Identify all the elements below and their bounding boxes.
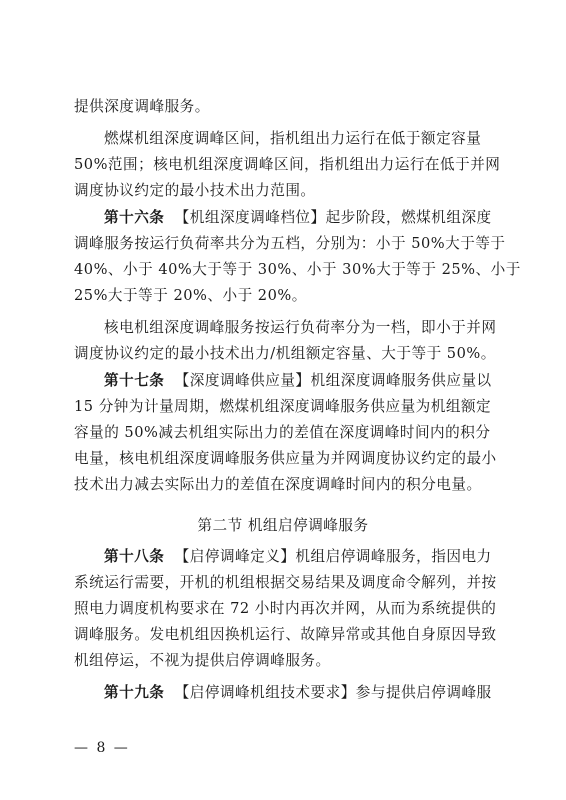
article-16-line: 第十六条 【机组深度调峰档位】起步阶段，燃煤机组深度 xyxy=(104,209,492,226)
article-17-line: 第十七条 【深度调峰供应量】机组深度调峰服务供应量以 xyxy=(104,372,492,389)
paragraph-line: 15 分钟为计量周期，燃煤机组深度调峰服务供应量为机组额定 xyxy=(74,398,492,415)
paragraph-line: 调度协议约定的最小技术出力/机组额定容量、大于等于 50%。 xyxy=(74,345,496,362)
paragraph-line: 机组停运，不视为提供启停调峰服务。 xyxy=(74,652,331,669)
paragraph-line: 40%、小于 40%大于等于 30%、小于 30%大于等于 25%、小于 xyxy=(74,261,521,278)
paragraph-line: 系统运行需要，开机的机组根据交易结果及调度命令解列，并按 xyxy=(74,574,497,591)
article-18-line: 第十八条 【启停调峰定义】机组启停调峰服务，指因电力 xyxy=(104,548,492,565)
paragraph-line: 技术出力减去实际出力的差值在深度调峰时间内的积分电量。 xyxy=(74,476,482,493)
paragraph-line: 容量的 50%减去机组实际出力的差值在深度调峰时间内的积分 xyxy=(74,424,491,441)
article-19-line: 第十九条 【启停调峰机组技术要求】参与提供启停调峰服 xyxy=(104,684,492,701)
article-number: 第十八条 xyxy=(104,548,165,565)
article-number: 第十九条 xyxy=(104,684,165,701)
paragraph-line: 调度协议约定的最小技术出力范围。 xyxy=(74,182,316,199)
page-number: — 8 — xyxy=(74,740,130,756)
paragraph-line: 50%范围；核电机组深度调峰区间，指机组出力运行在低于并网 xyxy=(74,156,501,173)
section-heading: 第二节 机组启停调峰服务 xyxy=(197,517,369,534)
paragraph-line: 调峰服务按运行负荷率共分为五档，分别为：小于 50%大于等于 xyxy=(74,235,506,252)
paragraph-line: 燃煤机组深度调峰区间，指机组出力运行在低于额定容量 xyxy=(104,130,482,147)
article-number: 第十七条 xyxy=(104,372,165,389)
paragraph-line: 核电机组深度调峰服务按运行负荷率分为一档，即小于并网 xyxy=(104,319,497,336)
paragraph-line: 调峰服务。发电机组因换机运行、故障异常或其他自身原因导致 xyxy=(74,626,497,643)
paragraph-line: 电量，核电机组深度调峰服务供应量为并网调度协议约定的最小 xyxy=(74,450,497,467)
paragraph-line: 提供深度调峰服务。 xyxy=(74,98,210,115)
paragraph-line: 照电力调度机构要求在 72 小时内再次并网，从而为系统提供的 xyxy=(74,600,497,617)
article-number: 第十六条 xyxy=(104,209,165,226)
paragraph-line: 25%大于等于 20%、小于 20%。 xyxy=(74,287,307,304)
